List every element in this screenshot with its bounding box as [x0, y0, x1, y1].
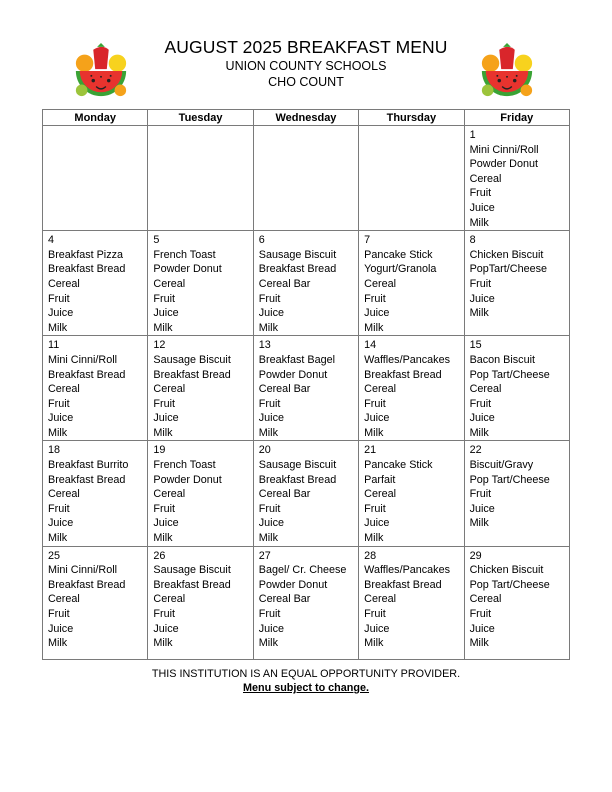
menu-item: Cereal — [469, 593, 502, 606]
menu-item: Waffles/Pancakes — [364, 564, 450, 577]
menu-item: Fruit — [469, 187, 492, 200]
menu-item: Juice — [48, 517, 74, 530]
menu-item: Mini Cinni/Roll — [48, 564, 117, 577]
week-row — [43, 231, 570, 336]
menu-item: Breakfast Bread — [153, 368, 231, 381]
menu-item: Yogurt/Granola — [364, 263, 437, 276]
menu-item: Juice — [469, 201, 495, 214]
week-row — [43, 336, 570, 441]
menu-item: Juice — [258, 622, 284, 635]
menu-item: Cereal — [48, 383, 80, 396]
menu-item: Cereal Bar — [258, 383, 311, 396]
menu-item: Fruit — [364, 397, 386, 410]
day-cell-wednesday — [253, 441, 358, 546]
page-subtitle: CHO COUNT — [268, 75, 344, 89]
day-cell-monday — [43, 126, 148, 231]
menu-item: Sausage Biscuit — [153, 564, 231, 577]
day-cell-wednesday — [253, 231, 358, 336]
menu-item: Fruit — [153, 292, 175, 305]
menu-item: Cereal — [48, 593, 80, 606]
day-cell-thursday — [359, 336, 464, 441]
day-cell-tuesday — [148, 231, 253, 336]
date-number: 14 — [364, 339, 377, 352]
day-cell-monday — [43, 441, 148, 546]
menu-item: French Toast — [153, 248, 216, 261]
menu-item: Juice — [469, 502, 495, 515]
menu-item: Cereal — [48, 277, 80, 290]
menu-item: Bagel/ Cr. Cheese — [258, 564, 347, 577]
menu-item: Milk — [364, 532, 384, 545]
menu-item: Milk — [469, 637, 489, 650]
menu-item: Cereal — [364, 277, 396, 290]
menu-item: Juice — [258, 307, 284, 320]
menu-item: Cereal Bar — [258, 277, 311, 290]
menu-item: Sausage Biscuit — [153, 353, 231, 366]
equal-opportunity-statement: THIS INSTITUTION IS AN EQUAL OPPORTUNITY PROVIDER. — [151, 668, 461, 680]
menu-item: Cereal — [469, 383, 502, 396]
menu-item: Cereal — [153, 488, 186, 501]
menu-item: Fruit — [48, 397, 70, 410]
date-number: 25 — [48, 549, 61, 562]
day-cell-thursday — [359, 546, 464, 659]
day-cell-wednesday — [253, 546, 358, 659]
menu-item: Pop Tart/Cheese — [469, 473, 550, 486]
menu-item: Juice — [469, 412, 495, 425]
day-header-monday: Monday — [43, 110, 148, 126]
menu-item: Breakfast Pizza — [48, 248, 124, 261]
day-cell-monday — [43, 336, 148, 441]
date-number: 21 — [364, 444, 377, 457]
menu-item: Cereal — [48, 488, 80, 501]
menu-item: Fruit — [153, 397, 175, 410]
menu-item: French Toast — [153, 459, 216, 472]
menu-item: Juice — [364, 307, 390, 320]
menu-item: Cereal Bar — [258, 593, 311, 606]
day-header-friday: Friday — [464, 110, 569, 126]
menu-item: Pop Tart/Cheese — [469, 578, 550, 591]
menu-item: Fruit — [48, 608, 70, 620]
date-number: 19 — [153, 444, 166, 457]
menu-item: Milk — [258, 321, 278, 334]
week-row — [43, 126, 570, 231]
menu-item: Pop Tart/Cheese — [469, 368, 550, 381]
menu-item: Juice — [153, 412, 179, 425]
menu-item: Milk — [258, 426, 278, 439]
menu-item: Fruit — [364, 608, 386, 620]
date-number: 12 — [153, 339, 166, 352]
menu-item: Milk — [153, 637, 173, 650]
menu-item: Parfait — [364, 473, 396, 486]
menu-item: Juice — [364, 412, 390, 425]
menu-item: Milk — [364, 637, 384, 650]
page-footer — [0, 667, 612, 695]
date-number: 15 — [469, 339, 482, 352]
day-header-tuesday: Tuesday — [148, 110, 253, 126]
menu-item: Bacon Biscuit — [469, 353, 535, 366]
date-number: 26 — [153, 549, 166, 562]
day-cell-friday — [464, 441, 569, 546]
menu-item: Breakfast Bagel — [258, 353, 336, 366]
menu-item: Cereal — [469, 172, 502, 185]
menu-item: Fruit — [258, 397, 281, 410]
menu-change-note: Menu subject to change. — [243, 682, 369, 694]
menu-item: Cereal — [153, 383, 186, 396]
menu-calendar-table — [42, 109, 570, 660]
day-header-wednesday: Wednesday — [253, 110, 358, 126]
menu-item: Powder Donut — [153, 473, 222, 486]
menu-item: Fruit — [469, 608, 492, 620]
menu-item: Fruit — [153, 502, 175, 515]
menu-item: Fruit — [48, 502, 70, 515]
menu-item: Sausage Biscuit — [258, 459, 337, 472]
menu-item: Juice — [48, 307, 74, 320]
menu-item: Cereal — [364, 593, 396, 606]
date-number: 13 — [258, 339, 271, 352]
menu-item: Breakfast Bread — [48, 578, 126, 591]
menu-item: Milk — [153, 321, 173, 334]
menu-item: Juice — [258, 412, 284, 425]
menu-item: Sausage Biscuit — [258, 248, 337, 261]
day-cell-tuesday — [148, 336, 253, 441]
week-row — [43, 546, 570, 659]
menu-item: Pancake Stick — [364, 248, 433, 261]
menu-item: Juice — [153, 307, 179, 320]
menu-item: Cereal — [153, 593, 186, 606]
day-cell-monday — [43, 546, 148, 659]
day-cell-wednesday — [253, 336, 358, 441]
day-cell-monday — [43, 231, 148, 336]
menu-item: Fruit — [258, 292, 281, 305]
menu-item: Fruit — [469, 488, 492, 501]
day-cell-tuesday — [148, 546, 253, 659]
menu-item: Fruit — [469, 397, 492, 410]
menu-item: Juice — [469, 292, 495, 305]
menu-item: Mini Cinni/Roll — [48, 353, 117, 366]
day-cell-tuesday — [148, 441, 253, 546]
menu-item: Breakfast Bread — [48, 263, 126, 276]
menu-item: Juice — [48, 622, 74, 635]
date-number: 11 — [48, 339, 60, 352]
menu-item: Juice — [364, 517, 390, 530]
menu-item: Breakfast Bread — [153, 578, 231, 591]
day-cell-wednesday — [253, 126, 358, 231]
menu-item: Pancake Stick — [364, 459, 433, 472]
menu-item: Breakfast Bread — [258, 473, 337, 486]
date-number: 1 — [469, 129, 476, 141]
menu-header — [0, 36, 612, 90]
menu-item: Juice — [153, 517, 179, 530]
day-cell-thursday — [359, 441, 464, 546]
menu-item: Waffles/Pancakes — [364, 353, 450, 366]
date-number: 8 — [469, 234, 476, 247]
date-number: 22 — [469, 444, 482, 457]
menu-item: Milk — [469, 307, 489, 320]
menu-item: Powder Donut — [153, 263, 222, 276]
day-cell-thursday — [359, 126, 464, 231]
district-name: UNION COUNTY SCHOOLS — [225, 59, 387, 73]
menu-item: Cereal Bar — [258, 488, 311, 501]
menu-item: Breakfast Burrito — [48, 459, 129, 472]
day-cell-friday — [464, 231, 569, 336]
menu-item: Breakfast Bread — [364, 368, 442, 381]
menu-item: Juice — [153, 622, 179, 635]
menu-item: Breakfast Bread — [48, 368, 126, 381]
menu-item: Cereal — [364, 488, 396, 501]
date-number: 18 — [48, 444, 61, 457]
menu-item: Powder Donut — [258, 578, 328, 591]
day-header-thursday: Thursday — [359, 110, 464, 126]
menu-item: Milk — [48, 637, 68, 650]
menu-item: Juice — [48, 412, 74, 425]
date-number: 28 — [364, 549, 377, 562]
menu-item: Fruit — [153, 608, 175, 620]
day-cell-friday — [464, 336, 569, 441]
menu-item: Fruit — [364, 502, 386, 515]
menu-item: Biscuit/Gravy — [469, 459, 534, 472]
date-number: 20 — [258, 444, 271, 457]
menu-item: Milk — [48, 321, 68, 334]
page-title: AUGUST 2025 BREAKFAST MENU — [164, 37, 448, 57]
menu-item: Juice — [258, 517, 284, 530]
menu-item: Milk — [258, 532, 278, 545]
menu-item: Breakfast Bread — [364, 578, 442, 591]
menu-item: Fruit — [364, 292, 386, 305]
menu-item: Breakfast Bread — [258, 263, 337, 276]
date-number: 27 — [258, 549, 271, 562]
menu-item: Milk — [469, 426, 489, 439]
menu-item: Milk — [469, 216, 489, 229]
menu-item: Powder Donut — [258, 368, 328, 381]
menu-item: Milk — [153, 426, 173, 439]
date-number: 5 — [153, 234, 160, 247]
day-header-row — [43, 110, 570, 126]
day-cell-friday — [464, 546, 569, 659]
day-cell-friday — [464, 126, 569, 231]
menu-item: Milk — [48, 532, 68, 545]
menu-item: Chicken Biscuit — [469, 248, 544, 261]
menu-item: Fruit — [258, 502, 281, 515]
menu-item: Fruit — [258, 608, 281, 620]
menu-item: Cereal — [153, 277, 186, 290]
menu-item: Milk — [469, 517, 489, 530]
day-cell-thursday — [359, 231, 464, 336]
menu-item: Fruit — [469, 277, 492, 290]
menu-item: PopTart/Cheese — [469, 263, 547, 276]
menu-item: Breakfast Bread — [48, 473, 126, 486]
menu-item: Mini Cinni/Roll — [469, 143, 539, 156]
menu-item: Juice — [469, 622, 495, 635]
menu-item: Juice — [364, 622, 390, 635]
date-number: 6 — [258, 234, 265, 247]
menu-item: Milk — [48, 426, 68, 439]
menu-item: Chicken Biscuit — [469, 564, 544, 577]
menu-item: Milk — [258, 637, 278, 650]
menu-item: Milk — [153, 532, 173, 545]
menu-item: Milk — [364, 321, 384, 334]
date-number: 7 — [364, 234, 371, 247]
day-cell-tuesday — [148, 126, 253, 231]
menu-item: Milk — [364, 426, 384, 439]
week-row — [43, 441, 570, 546]
menu-item: Powder Donut — [469, 158, 538, 171]
menu-item: Fruit — [48, 292, 70, 305]
date-number: 29 — [469, 549, 482, 562]
menu-item: Cereal — [364, 383, 396, 396]
date-number: 4 — [48, 234, 55, 247]
